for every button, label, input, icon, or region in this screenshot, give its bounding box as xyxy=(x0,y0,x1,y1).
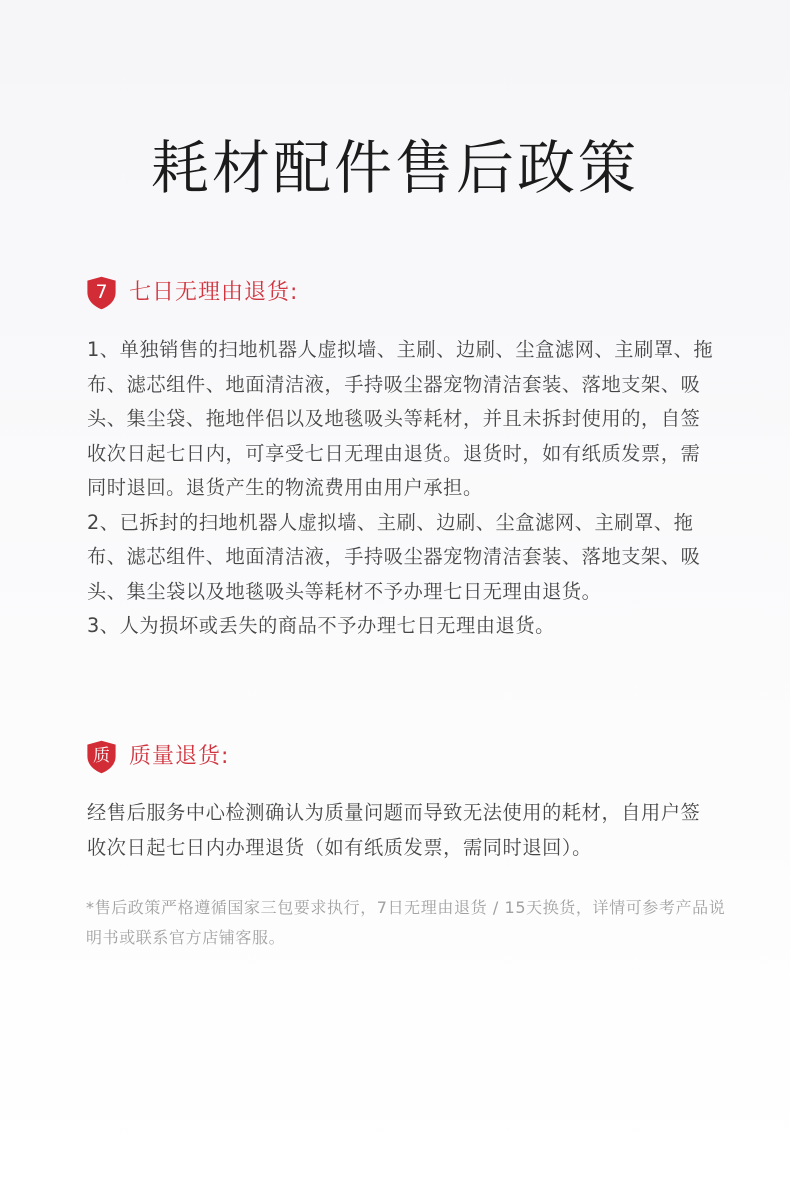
footnote: *售后政策严格遵循国家三包要求执行，7日无理由退货 / 15天换货，详情可参考产品说明书或联系官方店铺客服。 xyxy=(86,898,726,947)
badge-text: 7 xyxy=(95,281,108,303)
section-header-seven-day-return xyxy=(86,276,298,310)
shield-badge-icon xyxy=(86,740,117,774)
section-body xyxy=(87,796,717,865)
shield-badge-icon xyxy=(86,276,117,310)
section-title: 质量退货: xyxy=(129,744,230,769)
page-title: 耗材配件售后政策 xyxy=(150,134,639,202)
section-header-quality-return xyxy=(86,740,229,774)
policy-paragraph: 1、单独销售的扫地机器人虚拟墙、主刷、边刷、尘盒滤网、主刷罩、拖布、滤芯组件、地面清洁液，手持吸尘器宠物清洁套装、落地支架、吸头、集尘袋、拖地伴侣以及地毯吸头等耗材，并且未拆封使用的，自签收次日起七日内，可享受七日无理由退货。退货时，如有纸质发票，需同时退回。退货产生的物流费用由用户承担。 xyxy=(87,338,714,499)
section-body xyxy=(87,333,717,644)
policy-paragraph: 经售后服务中心检测确认为质量问题而导致无法使用的耗材，自用户签收次日起七日内办理退货（如有纸质发票，需同时退回）。 xyxy=(87,801,701,859)
policy-paragraph: 3、人为损坏或丢失的商品不予办理七日无理由退货。 xyxy=(87,614,555,637)
section-title: 七日无理由退货: xyxy=(129,280,299,305)
badge-text: 质 xyxy=(93,746,110,766)
policy-paragraph: 2、已拆封的扫地机器人虚拟墙、主刷、边刷、尘盒滤网、主刷罩、拖布、滤芯组件、地面清洁液，手持吸尘器宠物清洁套装、落地支架、吸头、集尘袋以及地毯吸头等耗材不予办理七日无理由退货。 xyxy=(87,510,701,603)
